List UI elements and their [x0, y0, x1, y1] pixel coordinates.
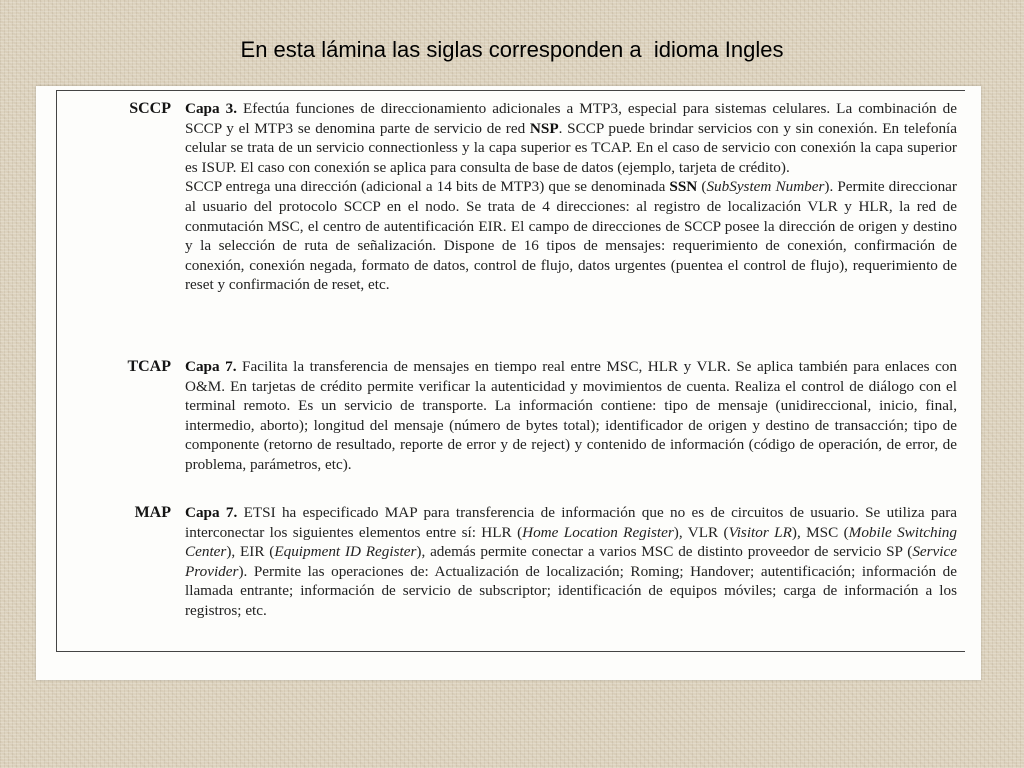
scanned-document [36, 86, 981, 680]
slide-title: En esta lámina las siglas corresponden a idioma Ingles [240, 37, 784, 62]
paragraph [185, 99, 957, 177]
text-segment: SCCP entrega una dirección (adicional a 14 bits de MTP3) que se denominada [185, 178, 670, 196]
acronym: NSP [529, 119, 559, 137]
acronym-expansion: Mobile Switching Center [185, 523, 957, 561]
acronym-expansion: SubSystem Number [706, 178, 825, 196]
text-segment: ), EIR ( [226, 543, 275, 561]
text-segment: ETSI ha especificado MAP para transferencia de información que no es de circuitos de usuario. Se utiliza para interconectar los siguientes elementos entre sí: HLR ( [185, 504, 957, 541]
text-segment: . SCCP puede brindar servicios con y sin conexión. En telefonía celular se trata de un servicio connectionless y la capa superior es TCAP. En el caso de servicio con conexión la capa superior es ISUP. El caso con conexión se aplica para consulta de base de datos (ejemplo, tarjeta de crédito). [185, 119, 957, 176]
text-segment: ), además permite conectar a varios MSC de distinto proveedor de servicio SP ( [416, 543, 913, 561]
text-segment: ( [697, 178, 707, 196]
term-label: MAP [134, 504, 171, 521]
entry-description [185, 99, 957, 295]
term-label: TCAP [127, 358, 171, 375]
acronym-expansion: Equipment ID Register [274, 543, 417, 561]
document-frame [56, 90, 965, 652]
layer-label: Capa 7. [185, 504, 238, 521]
acronym: SSN [669, 178, 698, 196]
layer-label: Capa 3. [185, 100, 237, 117]
text-segment: Facilita la transferencia de mensajes en tiempo real entre MSC, HLR y VLR. Se aplica también para enlaces con O&M. En tarjetas de crédito permite verificar la autenticidad y movimientos de cuenta. Realiza el control de diálogo con el terminal remoto. Es un servicio de transporte. La información contiene: tipo de mensaje (unidireccional, inicio, final, intermedio, aborto); longitud del mensaje (número de bytes total); identificador de origen y destino de transacción; tipo de componente (retorno de resultado, reporte de error y de reject) y contenido de información (código de operación, de error, de problema, parámetros, etc). [185, 358, 957, 473]
acronym-expansion: Home Location Register [522, 523, 674, 541]
acronym-expansion: Service Provider [185, 543, 957, 580]
entry-description [185, 503, 957, 621]
paragraph [185, 177, 957, 295]
acronym-expansion: Visitor LR [728, 523, 792, 541]
text-segment: ), MSC ( [791, 523, 849, 541]
paragraph [185, 503, 957, 621]
text-segment: ). Permite las operaciones de: Actualización de localización; Roming; Handover; autentificación; información de llamada entrante; información de servicio de subscriptor; identificación de equipos móviles; carga de información a los registros; etc. [185, 562, 957, 619]
text-segment: Efectúa funciones de direccionamiento adicionales a MTP3, especial para sistemas celulares. La combinación de SCCP y el MTP3 se denomina parte de servicio de red [185, 100, 957, 137]
layer-label: Capa 7. [185, 358, 237, 375]
text-segment: ). Permite direccionar al usuario del protocolo SCCP en el nodo. Se trata de 4 direcciones: al registro de localización VLR y HLR, la red de conmutación MSC, el centro de autentificación EIR. El campo de direcciones de SCCP posee la dirección de origen y destino y la selección de ruta de señalización. Dispone de 16 tipos de mensajes: requerimiento de conexión, confirmación de conexión, conexión negada, formato de datos, control de flujo, datos urgentes (puentea el control de flujo), requerimiento de reset y confirmación de reset, etc. [185, 178, 957, 294]
entry-description [185, 357, 957, 475]
term-label: SCCP [129, 100, 171, 117]
paragraph [185, 357, 957, 475]
text-segment: ), VLR ( [673, 523, 729, 541]
